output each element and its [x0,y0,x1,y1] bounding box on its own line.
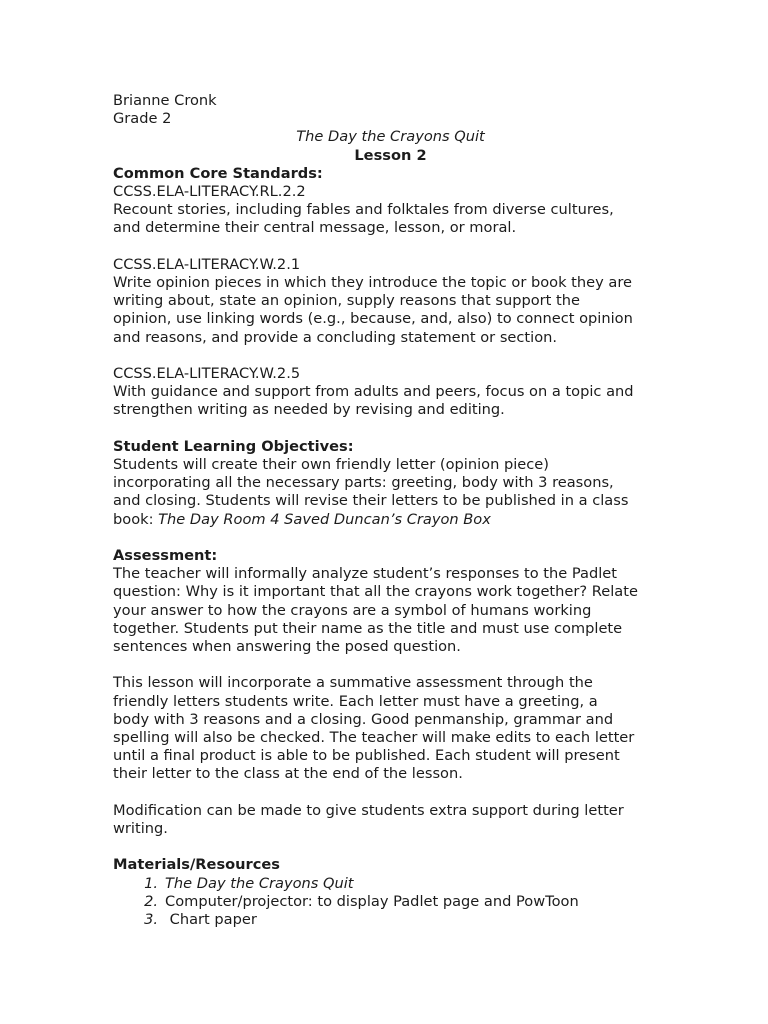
assessment-line: Modification can be made to give students extra support during letter [113,801,624,819]
assessment-line: friendly letters students write. Each letter must have a greeting, a [113,692,598,710]
assessment-paragraph-1 [113,565,668,656]
standard-text-line: and reasons, and provide a concluding statement or section. [113,328,558,346]
standard-w-2-1 [113,256,668,347]
assessment-line: body with 3 reasons and a closing. Good penmanship, grammar and [113,710,614,728]
standard-text-line: With guidance and support from adults and peers, focus on a topic and [113,383,634,401]
assessment-paragraph-2 [113,674,668,783]
objectives-prefix: book: [113,510,159,528]
list-item-text: Chart paper [165,911,257,929]
list-number: 3. [144,911,158,929]
standard-text-line: strengthen writing as needed by revising and editing. [113,401,505,419]
assessment-line: This lesson will incorporate a summative assessment through the [113,674,593,692]
book-title: The Day the Crayons Quit [296,128,485,146]
list-item-text: The Day the Crayons Quit [165,874,354,892]
assessment-heading: Assessment: [113,547,218,565]
assessment-line: until a final product is able to be published. Each student will present [113,747,620,765]
standard-text-line: Recount stories, including fables and folktales from diverse cultures, [113,201,614,219]
assessment-line: your answer to how the crayons are a symbol of humans working [113,601,592,619]
paragraph-spacer [113,656,668,674]
assessment-line: writing. [113,820,168,838]
standard-text-line: Write opinion pieces in which they introduce the topic or book they are [113,274,633,292]
objectives-paragraph [113,456,668,529]
list-item [113,911,668,929]
paragraph-spacer [113,838,668,856]
list-item-text: Computer/projector: to display Padlet page and PowToon [165,892,579,910]
objectives-line: Students will create their own friendly letter (opinion piece) [113,456,549,474]
standard-code: CCSS.ELA-LITERACY.W.2.5 [113,365,301,383]
assessment-paragraph-3 [113,802,668,838]
standard-text-line: and determine their central message, lesson, or moral. [113,219,517,237]
assessment-line: The teacher will informally analyze student’s responses to the Padlet [113,565,617,583]
author-name: Brianne Cronk [113,92,217,109]
paragraph-spacer [113,347,668,365]
standard-text-line: opinion, use linking words (e.g., because, and, also) to connect opinion [113,310,633,328]
assessment-line: together. Students put their name as the title and must use complete [113,619,623,637]
lesson-title: Lesson 2 [354,146,427,164]
assessment-line: sentences when answering the posed question. [113,638,461,656]
objectives-heading: Student Learning Objectives: [113,437,354,455]
standard-text-line: writing about, state an opinion, supply reasons that support the [113,292,580,310]
objectives-line: incorporating all the necessary parts: greeting, body with 3 reasons, [113,474,614,492]
paragraph-spacer [113,420,668,438]
list-item [113,893,668,911]
objectives-line [113,511,668,529]
class-book-title: The Day Room 4 Saved Duncan’s Crayon Box [158,510,491,528]
standard-w-2-5 [113,365,668,420]
standard-code: CCSS.ELA-LITERACY.RL.2.2 [113,183,306,201]
materials-heading: Materials/Resources [113,856,280,874]
paragraph-spacer [113,238,668,256]
list-number: 1. [144,874,158,892]
paragraph-spacer [113,529,668,547]
objectives-line: and closing. Students will revise their letters to be published in a class [113,492,629,510]
standards-heading: Common Core Standards: [113,164,323,182]
materials-list [113,875,668,930]
standard-rl-2-2 [113,183,668,238]
assessment-line: spelling will also be checked. The teacher will make edits to each letter [113,729,635,747]
list-number: 2. [144,892,158,910]
assessment-line: their letter to the class at the end of the lesson. [113,765,463,783]
standard-code: CCSS.ELA-LITERACY.W.2.1 [113,255,301,273]
grade-label: Grade 2 [113,110,172,128]
paragraph-spacer [113,784,668,802]
list-item [113,875,668,893]
assessment-line: question: Why is it important that all the crayons work together? Relate [113,583,638,601]
